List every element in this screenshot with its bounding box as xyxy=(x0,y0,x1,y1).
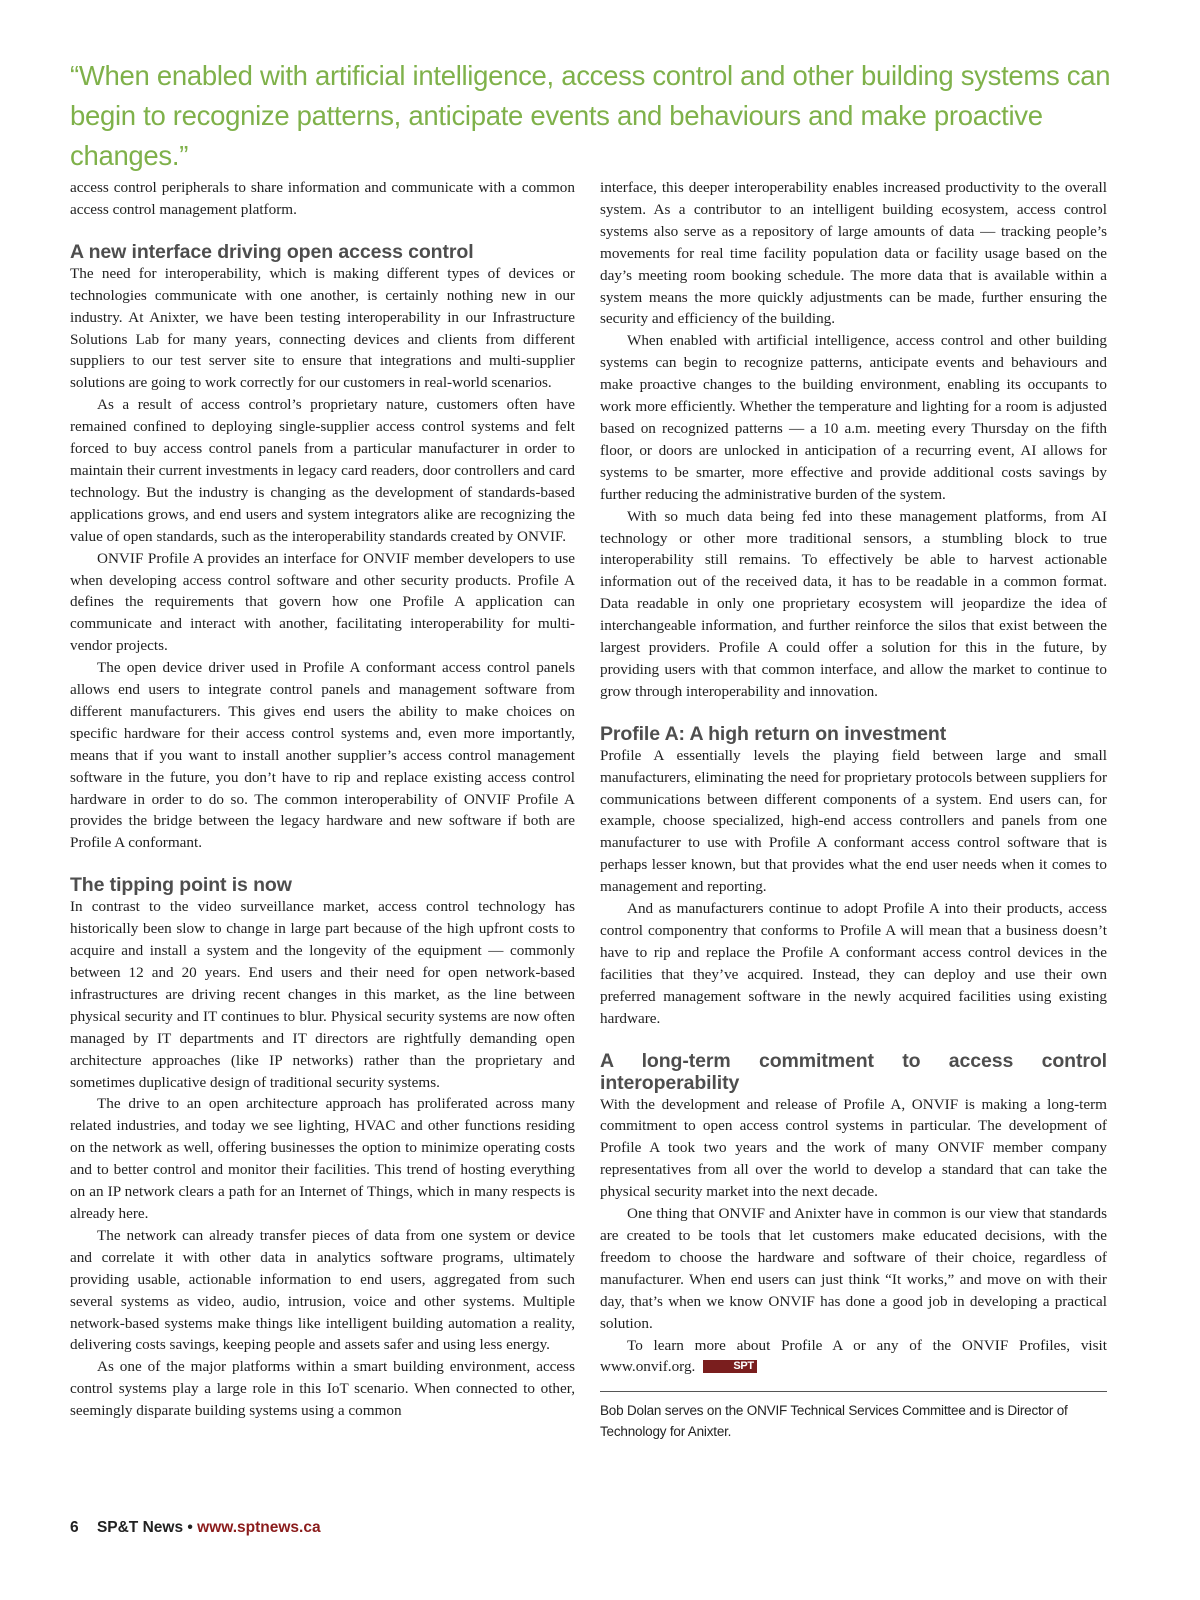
paragraph: One thing that ONVIF and Anixter have in common is our view that standards are created to be tools that let customers make educated decisions, with the freedom to choose the hardware and software of their choice, regardless of manufacturer. When end users can just think “It works,” and move on with their day, that’s when we know ONVIF has done a good job in developing a practical solution. xyxy=(600,1205,1107,1332)
paragraph: The need for interoperability, which is making different types of devices or technologies communicate with one another, is certainly nothing new in our industry. At Anixter, we have been testing interoperability in our Infrastructure Solutions Lab for many years, connecting devices and clients from different suppliers to our test server site to ensure that integrations and multi-supplier solutions are going to work correctly for our customers in real-world scenarios. xyxy=(70,264,575,392)
footer-separator: • xyxy=(187,1519,193,1536)
closing-text: To learn more about Profile A or any of the ONVIF Profiles, visit www.onvif.org. xyxy=(600,1336,1107,1376)
paragraph: The network can already transfer pieces of data from one system or device and correlate it with other data in analytics software programs, ultimately providing usable, actionable information to end users, aggregated from such several systems as video, audio, intrusion, voice and other systems. Multiple network-based systems make things like intelligent building automation a reality, delivering costs savings, keeping people and assets safer and using less energy. xyxy=(70,1226,575,1354)
paragraph: In contrast to the video surveillance market, access control technology has historically been slow to change in large part because of the high upfront costs to acquire and install a system and the longevity of the equipment — commonly between 12 and 20 years. End users and their need for open network-based infrastructures are driving recent changes in this market, as the line between physical security and IT continues to blur. Physical security systems are now often managed by IT departments and IT directors are rightfully demanding open architecture approaches (like IP networks) rather than the proprietary and sometimes duplicative design of traditional security systems. xyxy=(70,898,575,1091)
paragraph: ONVIF Profile A provides an interface for ONVIF member developers to use when developing access control software and other security products. Profile A defines the requirements that govern how one Profile A application can communicate and interact with another, facilitating interoperability for multi-vendor projects. xyxy=(70,549,575,655)
section-heading: A new interface driving open access control xyxy=(70,240,474,263)
paragraph: The drive to an open architecture approach has proliferated across many related industries, and today we see lighting, HVAC and other functions residing on the network as well, offering businesses the option to minimize operating costs and to better control and monitor their facilities. This trend of hosting everything on an IP network clears a path for an Internet of Things, which in many respects is already here. xyxy=(70,1095,575,1222)
paragraph xyxy=(600,1335,1107,1379)
pull-quote: “When enabled with artificial intelligence, access control and other building systems can begin to recognize patterns, anticipate events and behaviours and make proactive changes.” xyxy=(70,60,1111,171)
paragraph: interface, this deeper interoperability enables increased productivity to the overall system. As a contributor to an intelligent building ecosystem, access control systems also serve as a repository of large amounts of data — tracking people’s movements for real time facility population data or facility usage based on the day’s meeting room booking schedule. The more data that is available within a system means the more quickly adjustments can be made, further ensuring the security and efficiency of the building. xyxy=(600,179,1107,328)
paragraph: Profile A essentially levels the playing field between large and small manufacturers, eliminating the need for proprietary protocols between suppliers for communications between different components of a system. End users can, for example, choose specialized, high-end access controllers and panels from one manufacturer to use with Profile A conformant access control software that is perhaps lesser known, but that provides what the end user needs when it comes to management and reporting. xyxy=(600,746,1107,896)
publication-name: SP&T News xyxy=(96,1519,184,1536)
author-bio: Bob Dolan serves on the ONVIF Technical Services Committee and is Director of Technology for Anixter. xyxy=(600,1403,1068,1440)
paragraph: And as manufacturers continue to adopt Profile A into their products, access control componentry that conforms to Profile A will mean that a business doesn’t have to rip and replace the Profile A conformant access control devices in the facilities that they’ve acquired. Instead, they can deploy and use their own preferred management software in the newly acquired facilities using existing hardware. xyxy=(600,900,1107,1027)
page-number: 6 xyxy=(70,1519,79,1536)
divider xyxy=(600,1391,1107,1392)
paragraph: With the development and release of Profile A, ONVIF is making a long-term commitment to open access control systems in particular. The development of Profile A took two years and the work of many ONVIF member company representatives from all over the world to develop a standard that can take the physical security market into the next decade. xyxy=(600,1095,1107,1201)
section-heading: A long-term commitment to access control interoperability xyxy=(600,1049,1107,1094)
paragraph: With so much data being fed into these management platforms, from AI technology or other more traditional sensors, a stumbling block to true interoperability still remains. To effectively be able to harvest actionable information out of the received data, it has to be readable in a common format. Data readable in only one proprietary ecosystem will jeopardize the idea of interchangeable information, and further reinforce the silos that exist between the largest providers. Profile A could offer a solution for this in the future, by providing users with that common interface, and allow the market to continue to grow through interoperability and innovation. xyxy=(600,507,1107,700)
spt-end-logo: SPT xyxy=(703,1360,757,1373)
paragraph: As a result of access control’s proprietary nature, customers often have remained confined to deploying single-supplier access control systems and felt forced to buy access control panels from a particular manufacturer in order to maintain their current investments in legacy card readers, door controllers and card technology. But the industry is changing as the development of standards-based applications grows, and end users and system integrators alike are recognizing the value of open standards, such as the interoperability standards created by ONVIF. xyxy=(70,396,575,545)
paragraph: access control peripherals to share information and communicate with a common access control management platform. xyxy=(70,179,575,218)
paragraph: As one of the major platforms within a smart building environment, access control systems play a large role in this IoT scenario. When connected to other, seemingly disparate building systems using a common xyxy=(70,1358,575,1420)
section-heading: Profile A: A high return on investment xyxy=(600,722,947,745)
section-heading: The tipping point is now xyxy=(70,874,292,897)
left-column xyxy=(70,177,575,1422)
paragraph: When enabled with artificial intelligence, access control and other building systems can begin to recognize patterns, anticipate events and behaviours and make proactive changes to the building environment, enabling its occupants to work more efficiently. Whether the temperature and lighting for a room is adjusted based on recognized patterns — a 10 a.m. meeting every Thursday on the fifth floor, or doors are unlocked in anticipation of a recurring event, AI allows for systems to be smarter, more effective and provide additional costs savings by further reducing the administrative burden of the system. xyxy=(600,332,1107,503)
paragraph: The open device driver used in Profile A conformant access control panels allows end users to integrate control panels and management software from different manufacturers. This gives end users the ability to make choices on specific hardware for their access control systems and, even more importantly, means that if you want to install another supplier’s access control management software in the future, you don’t have to rip and replace existing access control hardware in order to do so. The common interoperability of ONVIF Profile A provides the bridge between the legacy hardware and new software if both are Profile A conformant. xyxy=(70,659,575,852)
footer-url[interactable]: www.sptnews.ca xyxy=(197,1519,321,1536)
right-column xyxy=(600,177,1107,1442)
page-footer xyxy=(70,1519,321,1537)
